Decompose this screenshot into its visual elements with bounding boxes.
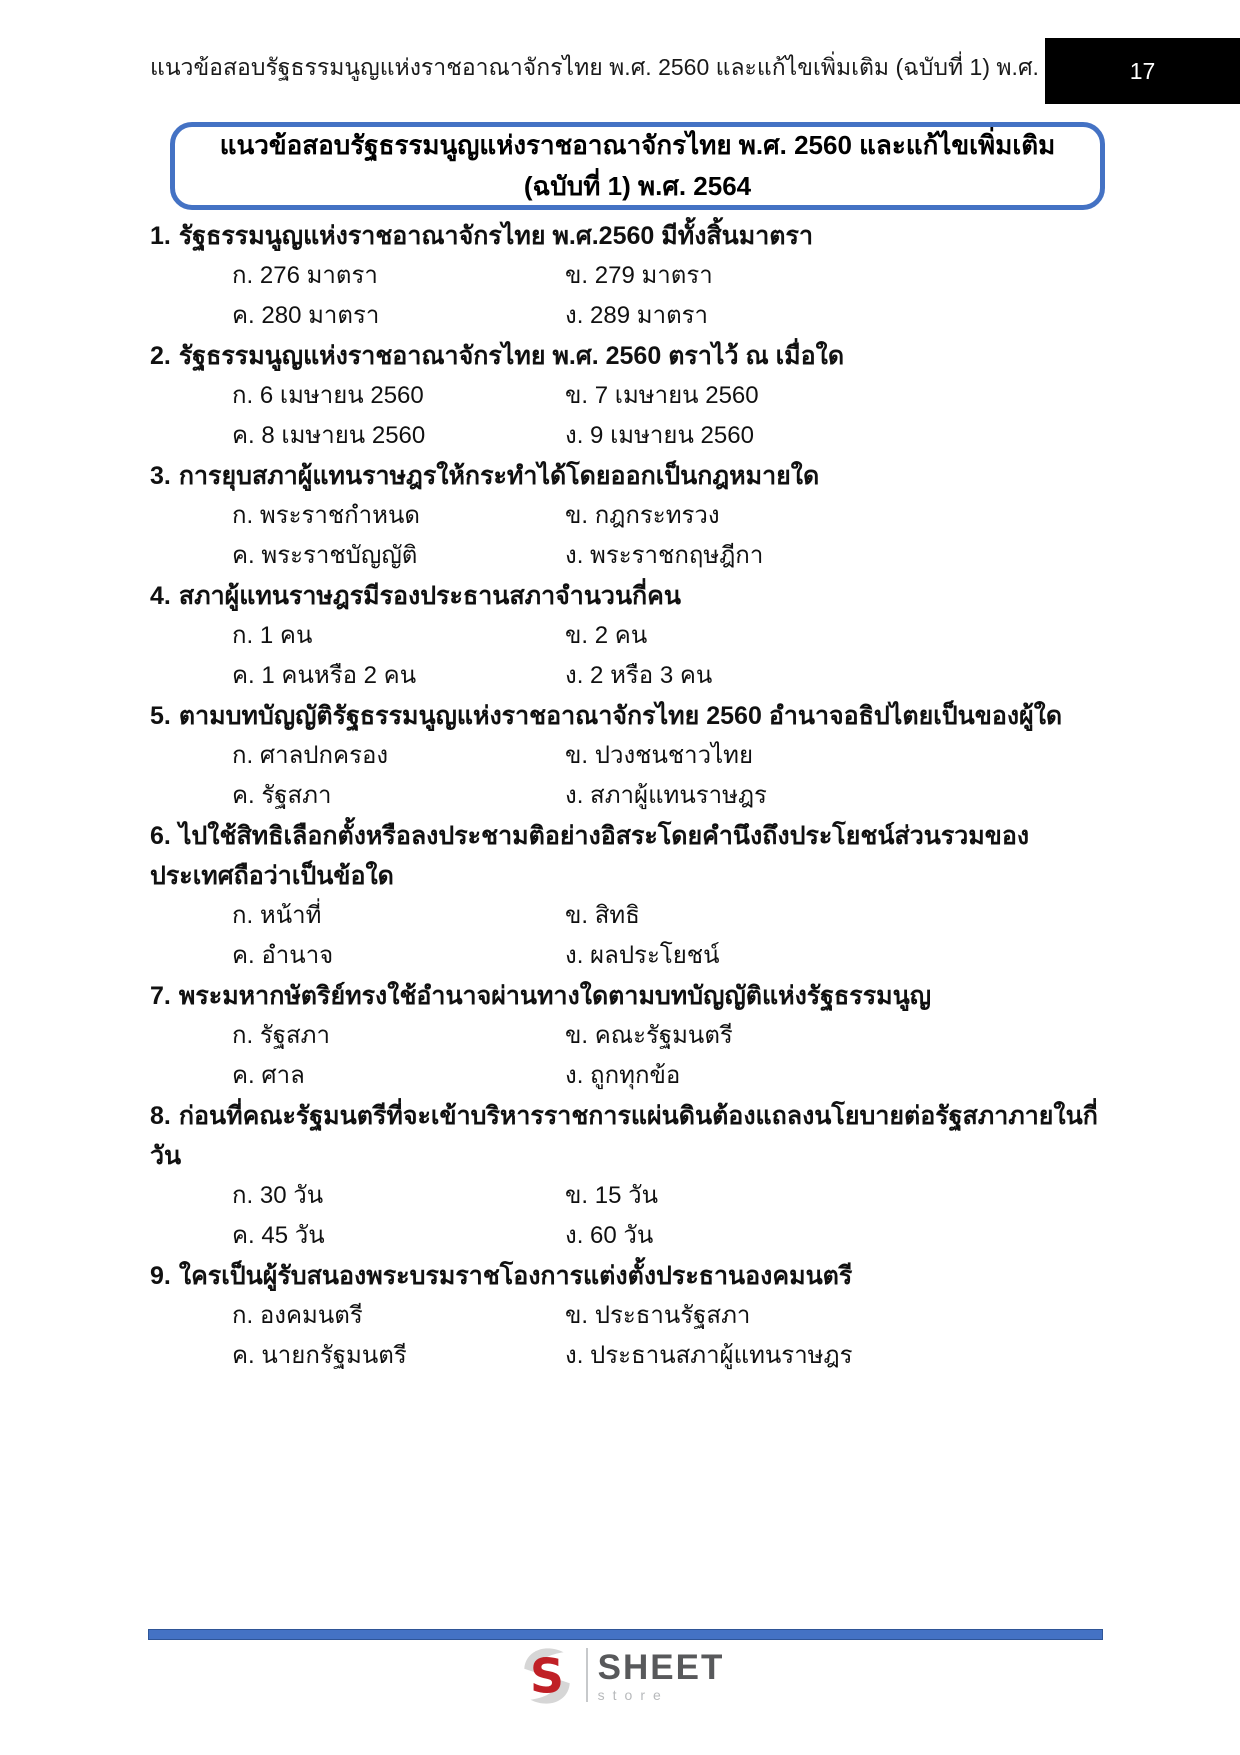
option: ค. อำนาจ (232, 942, 334, 969)
brand-subtitle: store (597, 1687, 669, 1703)
option: ง. 60 วัน (565, 1222, 654, 1249)
options-row (150, 1336, 1100, 1376)
page-number: 17 (1129, 57, 1156, 84)
document-title: แนวข้อสอบรัฐธรรมนูญแห่งราชอาณาจักรไทย พ.ศ. 2560 และแก้ไขเพิ่มเติม (ฉบับที่ 1) พ.ศ. 2564 (219, 130, 1056, 201)
option: ข. คณะรัฐมนตรี (565, 1022, 733, 1049)
question (150, 696, 1100, 736)
options-row (150, 256, 1100, 296)
option: ง. พระราชกฤษฎีกา (565, 542, 764, 569)
question-number: 9. (150, 1262, 171, 1290)
option: ข. สิทธิ (565, 902, 640, 929)
question-number: 7. (150, 982, 171, 1010)
option: ก. พระราชกำหนด (232, 502, 420, 529)
options-row (150, 496, 1100, 536)
question-number: 4. (150, 582, 171, 610)
question-text: พระมหากษัตริย์ทรงใช้อำนาจผ่านทางใดตามบทบัญญัติแห่งรัฐธรรมนูญ (178, 982, 931, 1010)
questions-list (150, 216, 1100, 1376)
option: ก. 276 มาตรา (232, 262, 378, 289)
option: ก. หน้าที่ (232, 902, 322, 929)
option: ง. สภาผู้แทนราษฎร (565, 782, 767, 809)
question (150, 576, 1100, 616)
question (150, 816, 1100, 896)
option: ข. 15 วัน (565, 1182, 658, 1209)
question-number: 3. (150, 462, 171, 490)
options-row (150, 1176, 1100, 1216)
option: ค. 1 คนหรือ 2 คน (232, 662, 417, 689)
question (150, 1096, 1100, 1176)
question-text: รัฐธรรมนูญแห่งราชอาณาจักรไทย พ.ศ. 2560 ตราไว้ ณ เมื่อใด (178, 342, 845, 370)
options-row (150, 1016, 1100, 1056)
option: ข. 279 มาตรา (565, 262, 713, 289)
option: ก. องคมนตรี (232, 1302, 363, 1329)
options-row (150, 416, 1100, 456)
question-number: 6. (150, 822, 171, 850)
option: ง. 289 มาตรา (565, 302, 709, 329)
option: ง. 2 หรือ 3 คน (565, 662, 713, 689)
question-text: รัฐธรรมนูญแห่งราชอาณาจักรไทย พ.ศ.2560 มีทั้งสิ้นมาตรา (178, 222, 813, 250)
options-row (150, 616, 1100, 656)
question-text: ตามบทบัญญัติรัฐธรรมนูญแห่งราชอาณาจักรไทย 2560 อำนาจอธิปไตยเป็นของผู้ใด (178, 702, 1063, 730)
options-row (150, 736, 1100, 776)
option: ง. 9 เมษายน 2560 (565, 422, 754, 449)
option: ง. ถูกทุกข้อ (565, 1062, 681, 1089)
question-text: สภาผู้แทนราษฎรมีรองประธานสภาจำนวนกี่คน (178, 582, 681, 610)
logo-divider (586, 1648, 588, 1702)
option: ค. รัฐสภา (232, 782, 332, 809)
option: ค. ศาล (232, 1062, 305, 1089)
question-text: ใครเป็นผู้รับสนองพระบรมราชโองการแต่งตั้งประธานองคมนตรี (178, 1262, 853, 1290)
options-row (150, 376, 1100, 416)
option: ง. ผลประโยชน์ (565, 942, 720, 969)
options-row (150, 1296, 1100, 1336)
footer-logo (0, 1645, 1240, 1707)
document-title-box (170, 122, 1105, 210)
option: ง. ประธานสภาผู้แทนราษฎร (565, 1342, 853, 1369)
option: ข. 2 คน (565, 622, 648, 649)
option: ค. พระราชบัญญัติ (232, 542, 418, 569)
option: ข. ประธานรัฐสภา (565, 1302, 751, 1329)
option: ก. ศาลปกครอง (232, 742, 389, 769)
brand-name: SHEET (597, 1648, 725, 1687)
question (150, 456, 1100, 496)
brand-block (598, 1645, 725, 1703)
question-number: 2. (150, 342, 171, 370)
page-header-title: แนวข้อสอบรัฐธรรมนูญแห่งราชอาณาจักรไทย พ.ศ. 2560 และแก้ไขเพิ่มเติม (ฉบับที่ 1) พ.ศ. (150, 54, 1039, 80)
question-number: 8. (150, 1102, 171, 1130)
question-text: ไปใช้สิทธิเลือกตั้งหรือลงประชามติอย่างอิสระโดยคำนึงถึงประโยชน์ส่วนรวมของประเทศถือว่าเป็นข้อใด (150, 822, 1030, 890)
question (150, 336, 1100, 376)
footer-divider (148, 1629, 1103, 1640)
question-number: 1. (150, 222, 171, 250)
logo-letter: S (529, 1649, 564, 1705)
question (150, 1256, 1100, 1296)
options-row (150, 656, 1100, 696)
options-row (150, 1056, 1100, 1096)
question-number: 5. (150, 702, 171, 730)
question-text: ก่อนที่คณะรัฐมนตรีที่จะเข้าบริหารราชการแผ่นดินต้องแถลงนโยบายต่อรัฐสภาภายในกี่วัน (150, 1102, 1098, 1170)
options-row (150, 896, 1100, 936)
option: ข. 7 เมษายน 2560 (565, 382, 759, 409)
options-row (150, 296, 1100, 336)
options-row (150, 936, 1100, 976)
option: ก. รัฐสภา (232, 1022, 330, 1049)
option: ข. ปวงชนชาวไทย (565, 742, 754, 769)
option: ค. 280 มาตรา (232, 302, 380, 329)
option: ก. 1 คน (232, 622, 313, 649)
sheet-logo-icon (516, 1645, 578, 1707)
options-row (150, 536, 1100, 576)
option: ก. 6 เมษายน 2560 (232, 382, 424, 409)
option: ค. 8 เมษายน 2560 (232, 422, 426, 449)
option: ก. 30 วัน (232, 1182, 324, 1209)
question (150, 976, 1100, 1016)
options-row (150, 776, 1100, 816)
page-number-badge (1045, 38, 1240, 104)
question-text: การยุบสภาผู้แทนราษฎรให้กระทำได้โดยออกเป็นกฎหมายใด (178, 462, 820, 490)
question (150, 216, 1100, 256)
option: ข. กฎกระทรวง (565, 502, 720, 529)
option: ค. นายกรัฐมนตรี (232, 1342, 407, 1369)
option: ค. 45 วัน (232, 1222, 325, 1249)
options-row (150, 1216, 1100, 1256)
